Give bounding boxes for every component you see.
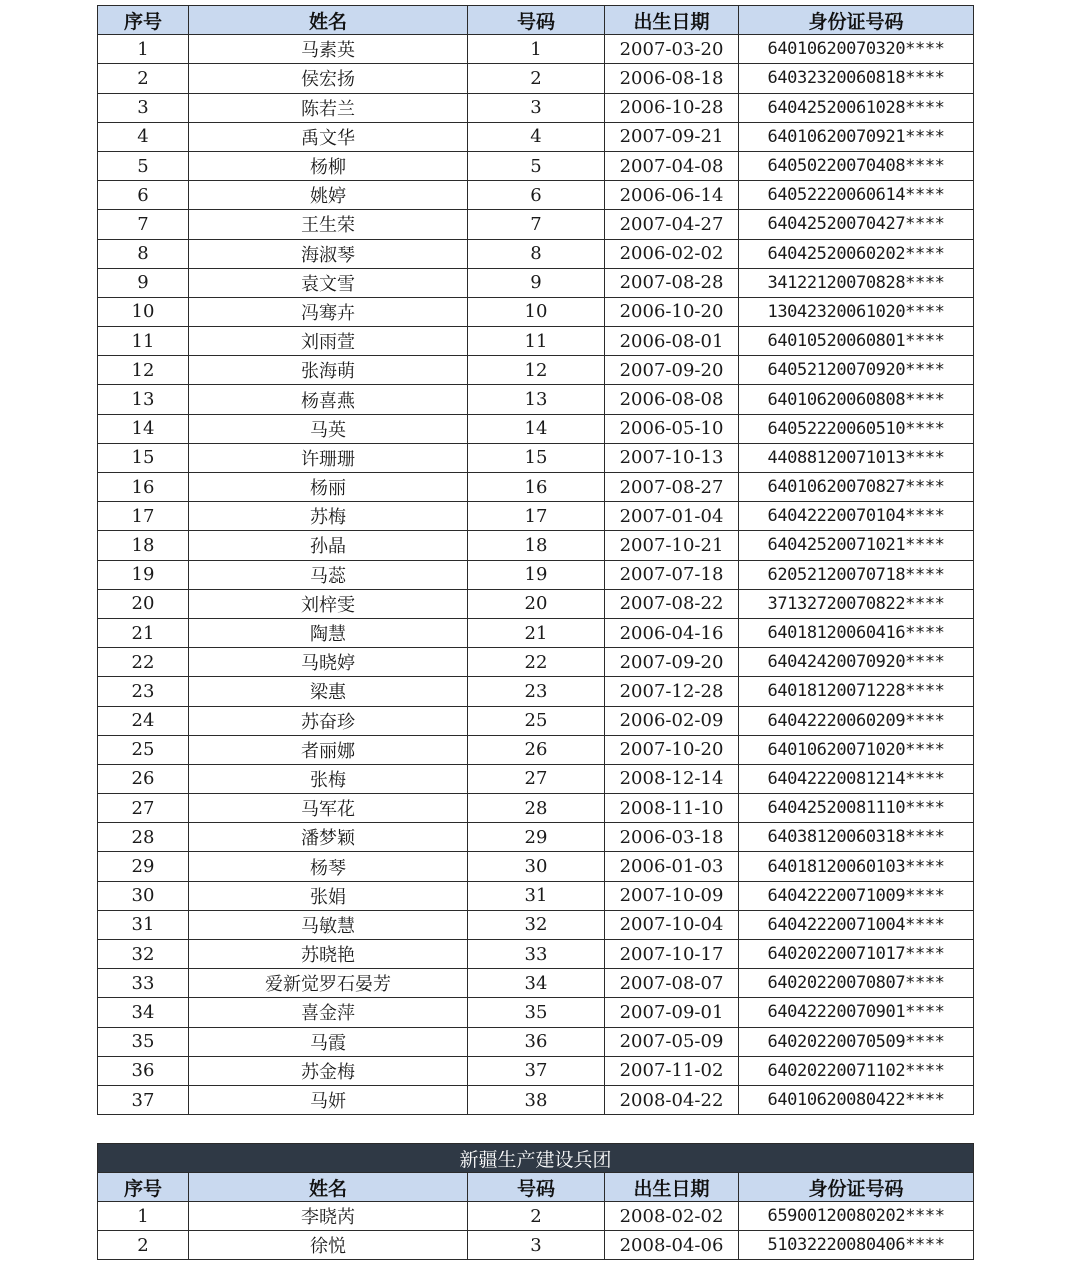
table-row [98,93,974,122]
row-index: 7 [98,210,189,239]
header-birthdate: 出生日期 [605,1173,739,1202]
birth-date: 2006-02-09 [605,706,739,735]
athlete-name: 禹文华 [189,122,468,151]
jersey-number: 20 [468,589,605,618]
id-number: 64042520081110**** [739,794,974,823]
row-index: 18 [98,531,189,560]
athlete-name: 刘梓雯 [189,589,468,618]
athlete-name: 马霞 [189,1027,468,1056]
row-index: 37 [98,1085,189,1114]
birth-date: 2007-10-21 [605,531,739,560]
id-number: 64050220070408**** [739,151,974,180]
row-index: 29 [98,852,189,881]
row-index: 8 [98,239,189,268]
birth-date: 2006-08-08 [605,385,739,414]
athlete-name: 苏晓艳 [189,940,468,969]
table-row [98,443,974,472]
jersey-number: 35 [468,998,605,1027]
birth-date: 2006-03-18 [605,823,739,852]
athlete-roster-table [97,5,974,1115]
row-index: 3 [98,93,189,122]
row-index: 19 [98,560,189,589]
jersey-number: 34 [468,969,605,998]
id-number: 64042520061028**** [739,93,974,122]
row-index: 30 [98,881,189,910]
birth-date: 2007-05-09 [605,1027,739,1056]
row-index: 9 [98,268,189,297]
jersey-number: 29 [468,823,605,852]
birth-date: 2008-12-14 [605,764,739,793]
jersey-number: 37 [468,1056,605,1085]
table-row [98,531,974,560]
jersey-number: 16 [468,473,605,502]
jersey-number: 26 [468,735,605,764]
id-number: 34122120070828**** [739,268,974,297]
athlete-name: 马晓婷 [189,648,468,677]
xinjiang-roster-table [97,1143,974,1260]
birth-date: 2008-02-02 [605,1202,739,1231]
jersey-number: 32 [468,910,605,939]
id-number: 62052120070718**** [739,560,974,589]
table-row [98,706,974,735]
row-index: 25 [98,735,189,764]
birth-date: 2007-11-02 [605,1056,739,1085]
header-row [98,1173,974,1202]
header-number: 号码 [468,1173,605,1202]
jersey-number: 5 [468,151,605,180]
table-row [98,502,974,531]
table-row [98,823,974,852]
birth-date: 2007-09-20 [605,648,739,677]
jersey-number: 8 [468,239,605,268]
jersey-number: 4 [468,122,605,151]
row-index: 12 [98,356,189,385]
jersey-number: 10 [468,297,605,326]
athlete-name: 杨喜燕 [189,385,468,414]
row-index: 22 [98,648,189,677]
athlete-name: 孙晶 [189,531,468,560]
jersey-number: 19 [468,560,605,589]
id-number: 64010620060808**** [739,385,974,414]
id-number: 37132720070822**** [739,589,974,618]
row-index: 10 [98,297,189,326]
birth-date: 2007-07-18 [605,560,739,589]
jersey-number: 2 [468,1202,605,1231]
athlete-name: 陈若兰 [189,93,468,122]
birth-date: 2007-10-17 [605,940,739,969]
birth-date: 2007-01-04 [605,502,739,531]
row-index: 16 [98,473,189,502]
jersey-number: 3 [468,1231,605,1260]
table-row [98,268,974,297]
jersey-number: 21 [468,618,605,647]
id-number: 64010620071020**** [739,735,974,764]
birth-date: 2007-10-20 [605,735,739,764]
table-row [98,473,974,502]
id-number: 64038120060318**** [739,823,974,852]
athlete-name: 徐悦 [189,1231,468,1260]
jersey-number: 17 [468,502,605,531]
row-index: 27 [98,794,189,823]
table-row [98,910,974,939]
table-row [98,560,974,589]
id-number: 64052220060614**** [739,181,974,210]
table-row [98,35,974,64]
id-number: 64010620070921**** [739,122,974,151]
id-number: 64042220060209**** [739,706,974,735]
table-row [98,794,974,823]
table-row [98,735,974,764]
jersey-number: 23 [468,677,605,706]
athlete-name: 苏金梅 [189,1056,468,1085]
header-id-number: 身份证号码 [739,6,974,35]
table-row [98,589,974,618]
row-index: 13 [98,385,189,414]
athlete-name: 姚婷 [189,181,468,210]
athlete-name: 李晓芮 [189,1202,468,1231]
jersey-number: 36 [468,1027,605,1056]
table-row [98,764,974,793]
row-index: 20 [98,589,189,618]
birth-date: 2007-10-04 [605,910,739,939]
row-index: 14 [98,414,189,443]
id-number: 64052220060510**** [739,414,974,443]
birth-date: 2006-10-28 [605,93,739,122]
table-row [98,356,974,385]
table-row [98,998,974,1027]
id-number: 64042220070104**** [739,502,974,531]
birth-date: 2007-04-27 [605,210,739,239]
birth-date: 2008-04-06 [605,1231,739,1260]
id-number: 64032320060818**** [739,64,974,93]
birth-date: 2006-06-14 [605,181,739,210]
athlete-name: 张梅 [189,764,468,793]
table-row [98,1202,974,1231]
jersey-number: 27 [468,764,605,793]
athlete-name: 杨柳 [189,151,468,180]
id-number: 64020220071017**** [739,940,974,969]
jersey-number: 9 [468,268,605,297]
row-index: 21 [98,618,189,647]
athlete-name: 马敏慧 [189,910,468,939]
header-id-number: 身份证号码 [739,1173,974,1202]
birth-date: 2007-09-01 [605,998,739,1027]
table-row [98,122,974,151]
table-row [98,852,974,881]
athlete-name: 许珊珊 [189,443,468,472]
birth-date: 2006-10-20 [605,297,739,326]
athlete-name: 陶慧 [189,618,468,647]
row-index: 1 [98,35,189,64]
header-index: 序号 [98,1173,189,1202]
id-number: 64042220071009**** [739,881,974,910]
header-birthdate: 出生日期 [605,6,739,35]
athlete-name: 王生荣 [189,210,468,239]
birth-date: 2006-01-03 [605,852,739,881]
jersey-number: 31 [468,881,605,910]
row-index: 36 [98,1056,189,1085]
row-index: 5 [98,151,189,180]
id-number: 64042220081214**** [739,764,974,793]
athlete-name: 刘雨萱 [189,327,468,356]
row-index: 1 [98,1202,189,1231]
id-number: 64018120060103**** [739,852,974,881]
athlete-name: 杨琴 [189,852,468,881]
id-number: 64010620070827**** [739,473,974,502]
jersey-number: 14 [468,414,605,443]
row-index: 11 [98,327,189,356]
table-row [98,1027,974,1056]
id-number: 64042520071021**** [739,531,974,560]
birth-date: 2007-09-21 [605,122,739,151]
athlete-name: 苏梅 [189,502,468,531]
birth-date: 2007-10-09 [605,881,739,910]
table-row [98,648,974,677]
row-index: 24 [98,706,189,735]
id-number: 64042220071004**** [739,910,974,939]
jersey-number: 12 [468,356,605,385]
athlete-name: 者丽娜 [189,735,468,764]
jersey-number: 33 [468,940,605,969]
id-number: 64010520060801**** [739,327,974,356]
header-name: 姓名 [189,1173,468,1202]
birth-date: 2007-10-13 [605,443,739,472]
row-index: 33 [98,969,189,998]
table-row [98,1231,974,1260]
athlete-name: 潘梦颖 [189,823,468,852]
athlete-name: 海淑琴 [189,239,468,268]
row-index: 23 [98,677,189,706]
birth-date: 2007-08-22 [605,589,739,618]
birth-date: 2007-03-20 [605,35,739,64]
header-number: 号码 [468,6,605,35]
id-number: 64042520060202**** [739,239,974,268]
jersey-number: 6 [468,181,605,210]
table-row [98,385,974,414]
athlete-name: 喜金萍 [189,998,468,1027]
row-index: 15 [98,443,189,472]
row-index: 34 [98,998,189,1027]
table-row [98,969,974,998]
athlete-name: 张海萌 [189,356,468,385]
birth-date: 2006-05-10 [605,414,739,443]
id-number: 64042420070920**** [739,648,974,677]
athlete-name: 马军花 [189,794,468,823]
jersey-number: 15 [468,443,605,472]
jersey-number: 11 [468,327,605,356]
athlete-name: 苏奋珍 [189,706,468,735]
row-index: 26 [98,764,189,793]
row-index: 31 [98,910,189,939]
jersey-number: 28 [468,794,605,823]
id-number: 51032220080406**** [739,1231,974,1260]
id-number: 64052120070920**** [739,356,974,385]
row-index: 6 [98,181,189,210]
jersey-number: 18 [468,531,605,560]
birth-date: 2007-09-20 [605,356,739,385]
table-row [98,64,974,93]
athlete-name: 爱新觉罗石晏芳 [189,969,468,998]
birth-date: 2007-04-08 [605,151,739,180]
id-number: 64042220070901**** [739,998,974,1027]
jersey-number: 1 [468,35,605,64]
jersey-number: 38 [468,1085,605,1114]
athlete-name: 马妍 [189,1085,468,1114]
table-row [98,151,974,180]
id-number: 64020220070509**** [739,1027,974,1056]
table-row [98,181,974,210]
table-row [98,940,974,969]
section-title-row [98,1144,974,1173]
row-index: 2 [98,1231,189,1260]
header-name: 姓名 [189,6,468,35]
athlete-name: 袁文雪 [189,268,468,297]
header-index: 序号 [98,6,189,35]
birth-date: 2007-08-07 [605,969,739,998]
id-number: 64010620080422**** [739,1085,974,1114]
row-index: 28 [98,823,189,852]
table-row [98,297,974,326]
athlete-name: 侯宏扬 [189,64,468,93]
athlete-name: 张娟 [189,881,468,910]
header-row [98,6,974,35]
birth-date: 2008-04-22 [605,1085,739,1114]
table-row [98,210,974,239]
birth-date: 2007-08-27 [605,473,739,502]
athlete-name: 冯骞卉 [189,297,468,326]
jersey-number: 7 [468,210,605,239]
jersey-number: 30 [468,852,605,881]
table-row [98,327,974,356]
row-index: 17 [98,502,189,531]
athlete-name: 梁惠 [189,677,468,706]
id-number: 64018120071228**** [739,677,974,706]
id-number: 64018120060416**** [739,618,974,647]
birth-date: 2006-08-18 [605,64,739,93]
row-index: 35 [98,1027,189,1056]
athlete-name: 杨丽 [189,473,468,502]
table-row [98,618,974,647]
row-index: 32 [98,940,189,969]
birth-date: 2008-11-10 [605,794,739,823]
row-index: 4 [98,122,189,151]
jersey-number: 2 [468,64,605,93]
jersey-number: 3 [468,93,605,122]
jersey-number: 25 [468,706,605,735]
athlete-name: 马蕊 [189,560,468,589]
table-row [98,881,974,910]
birth-date: 2007-08-28 [605,268,739,297]
athlete-name: 马英 [189,414,468,443]
id-number: 64020220070807**** [739,969,974,998]
birth-date: 2007-12-28 [605,677,739,706]
table-row [98,677,974,706]
id-number: 13042320061020**** [739,297,974,326]
row-index: 2 [98,64,189,93]
athlete-name: 马素英 [189,35,468,64]
id-number: 64042520070427**** [739,210,974,239]
birth-date: 2006-04-16 [605,618,739,647]
id-number: 44088120071013**** [739,443,974,472]
birth-date: 2006-02-02 [605,239,739,268]
id-number: 65900120080202**** [739,1202,974,1231]
id-number: 64010620070320**** [739,35,974,64]
jersey-number: 22 [468,648,605,677]
table-row [98,1056,974,1085]
section-title: 新疆生产建设兵团 [98,1144,974,1173]
jersey-number: 13 [468,385,605,414]
id-number: 64020220071102**** [739,1056,974,1085]
birth-date: 2006-08-01 [605,327,739,356]
table-row [98,1085,974,1114]
table-row [98,414,974,443]
table-row [98,239,974,268]
